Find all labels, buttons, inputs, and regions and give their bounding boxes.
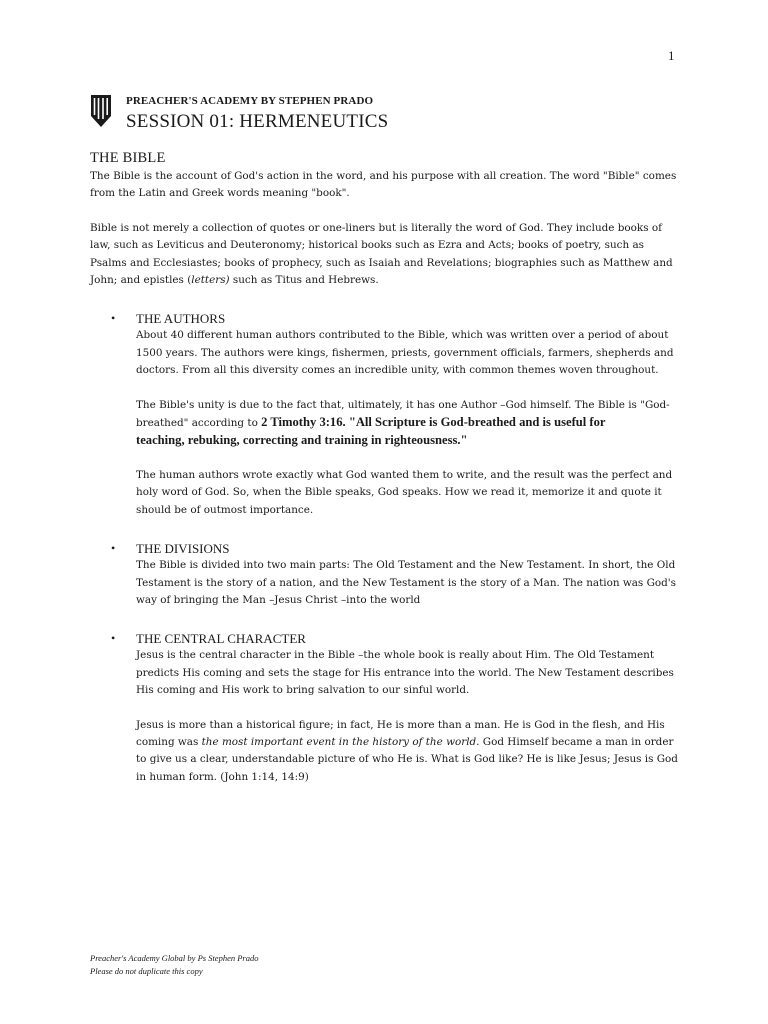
authors-paragraph-1: About 40 different human authors contributed to the Bible, which was written over a period of about 1500 years. The authors were kings, fishermen, priests, government officials, farmers, shepherds and doctors. From all this diversity comes an incredible unity, with common themes woven throughout.	[136, 329, 674, 377]
bible-paragraph-2	[90, 220, 682, 290]
footer-line-2: Please do not duplicate this copy	[90, 966, 203, 976]
section-central-character	[111, 630, 682, 786]
document-footer	[90, 952, 258, 978]
bullet-marker: •	[111, 311, 116, 326]
verse-text-line-1: . "All Scripture is God-breathed and is useful for	[342, 415, 606, 430]
verse-text-line-2: teaching, rebuking, correcting and training in righteousness."	[136, 433, 468, 448]
central-character-paragraph-2-italic: the most important event in the history of the world.	[201, 735, 480, 748]
bible-paragraph-1: The Bible is the account of God's action in the word, and his purpose with all creation. The word "Bible" comes from the Latin and Greek words meaning "book".	[90, 170, 677, 200]
header-text	[126, 92, 388, 133]
central-character-paragraph-2-end: God Himself became a man in order to give us a clear, understandable picture of who He is. What is God like? He is like Jesus; Jesus is God in human form. (John 1:14, 14:9)	[136, 735, 678, 783]
central-character-paragraph-2	[136, 717, 682, 787]
authors-paragraph-2-text: The Bible's unity is due to the fact that, ultimately, it has one Author –God himself. The Bible is "God-breathed" according to	[136, 398, 670, 430]
central-character-paragraph-1: Jesus is the central character in the Bible –the whole book is really about Him. The Old Testament predicts His coming and sets the stage for His entrance into the world. The New Testament describes His coming and His work to bring salvation to our sinful world.	[136, 649, 674, 697]
document-body	[90, 150, 682, 786]
section-heading-divisions: THE DIVISIONS	[136, 541, 230, 557]
authors-paragraph-3: The human authors wrote exactly what God wanted them to write, and the result was the perfect and holy word of God. So, when the Bible speaks, God speaks. How we read it, memorize it and quote it should be of outmost importance.	[136, 468, 673, 516]
authors-paragraph-2	[136, 397, 682, 433]
section-heading-central-character: THE CENTRAL CHARACTER	[136, 631, 306, 647]
section-heading-authors: THE AUTHORS	[136, 311, 226, 327]
academy-name: PREACHER'S ACADEMY BY STEPHEN PRADO	[126, 95, 374, 107]
footer-line-1: Preacher's Academy Global by Ps Stephen Prado	[90, 953, 259, 963]
verse-reference: 2 Timothy 3:16	[261, 415, 343, 430]
bible-paragraph-2-text: Bible is not merely a collection of quotes or one-liners but is literally the word of God. They include books of law, such as Leviticus and Deuteronomy; historical books such as Ezra and Acts; books of poetry, such as Psalms and Ecclesiastes; books of prophecy, such as Isaiah and Revelations; biographies such as Matthew and John; and epistles (	[90, 221, 673, 287]
divisions-paragraph-1: The Bible is divided into two main parts: The Old Testament and the New Testament. In short, the Old Testament is the story of a nation, and the New Testament is the story of a Man. The nation was God's way of bringing the Man –Jesus Christ –into the world	[136, 559, 676, 606]
bullet-marker: •	[111, 631, 116, 646]
document-header	[90, 92, 388, 133]
shield-book-icon	[90, 94, 112, 128]
page-number: 1	[668, 48, 675, 63]
bible-paragraph-2-end: such as Titus and Hebrews.	[229, 274, 379, 287]
section-divisions	[111, 540, 682, 609]
section-heading-bible: THE BIBLE	[90, 150, 166, 166]
central-character-paragraph-2-text: Jesus is more than a historical figure; in fact, He is more than a man. He is God in the flesh, and His coming was	[136, 718, 665, 748]
session-title: SESSION 01: HERMENEUTICS	[126, 111, 389, 132]
section-authors	[111, 310, 682, 519]
bible-paragraph-2-italic: letters)	[191, 274, 230, 287]
bullet-marker: •	[111, 541, 116, 556]
